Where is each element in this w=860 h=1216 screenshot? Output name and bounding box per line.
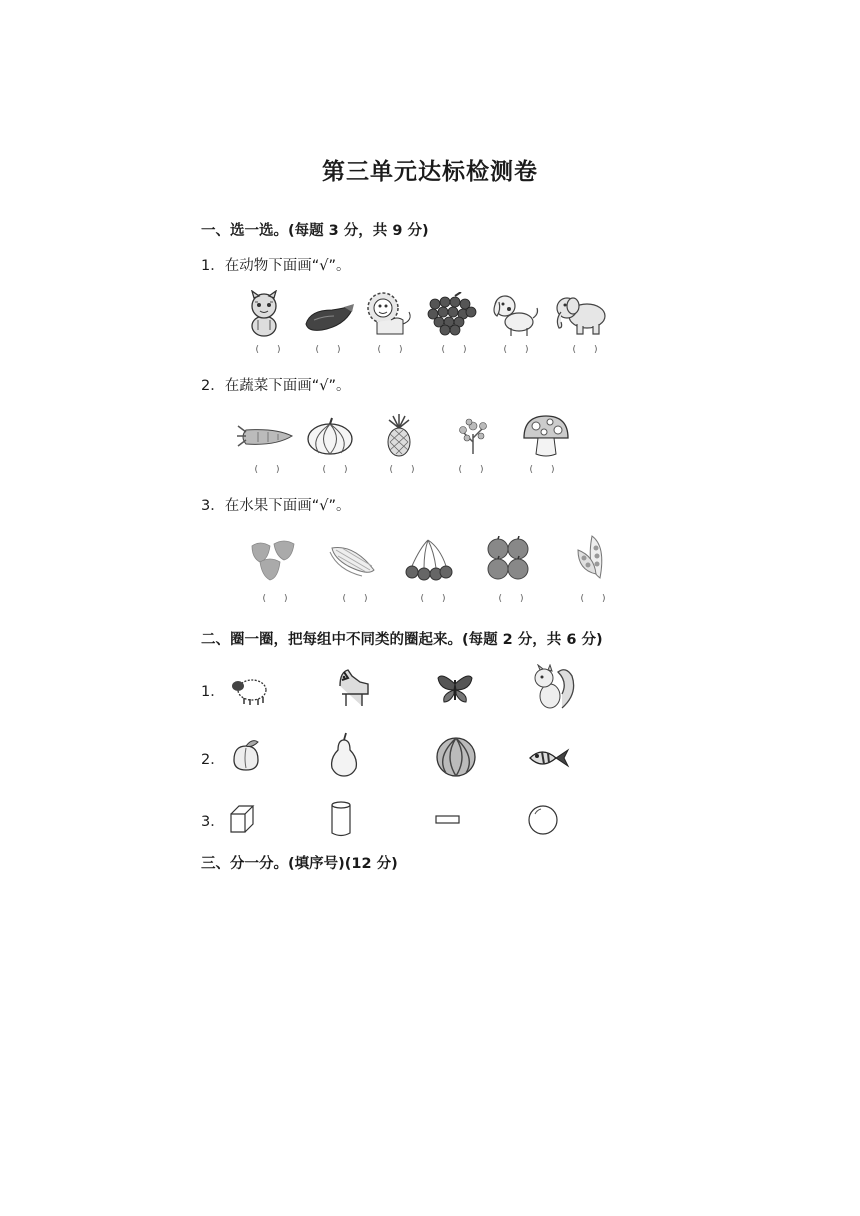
- sheep-icon[interactable]: [230, 674, 270, 706]
- peach-icon[interactable]: [230, 738, 262, 774]
- rectangle-icon[interactable]: [435, 814, 461, 826]
- flower-icon: [455, 418, 491, 456]
- question-1-3: 3．在水果下面画“√”。: [201, 498, 351, 514]
- answer-paren[interactable]: ( ): [572, 345, 598, 355]
- answer-paren[interactable]: ( ): [254, 465, 280, 475]
- answer-paren[interactable]: ( ): [322, 465, 348, 475]
- section-2-heading: 二、圈一圈，把每组中不同类的圈起来。(每题 2 分，共 6 分): [201, 632, 603, 648]
- cube-icon[interactable]: [229, 804, 255, 834]
- question-1-2: 2．在蔬菜下面画“√”。: [201, 378, 351, 394]
- answer-paren[interactable]: ( ): [315, 345, 341, 355]
- answer-paren[interactable]: ( ): [580, 594, 606, 604]
- corn-icon: [328, 540, 378, 580]
- sphere-icon[interactable]: [527, 804, 559, 836]
- answer-paren[interactable]: ( ): [389, 465, 415, 475]
- watermelon-icon[interactable]: [434, 736, 478, 778]
- cylinder-icon[interactable]: [329, 800, 353, 838]
- answer-paren[interactable]: ( ): [262, 594, 288, 604]
- answer-paren[interactable]: ( ): [377, 345, 403, 355]
- answer-paren[interactable]: ( ): [503, 345, 529, 355]
- horse-icon[interactable]: [332, 668, 372, 710]
- dog-icon: [489, 292, 541, 338]
- elephant-icon: [553, 292, 609, 336]
- eggplant-icon: [302, 302, 356, 334]
- row-number: 1．: [201, 684, 225, 700]
- answer-paren[interactable]: ( ): [342, 594, 368, 604]
- row-number: 3．: [201, 814, 225, 830]
- peas-icon: [572, 534, 612, 582]
- apples-icon: [483, 536, 533, 582]
- cherry-icon: [402, 538, 454, 582]
- carrot-icon: [236, 422, 296, 452]
- answer-paren[interactable]: ( ): [420, 594, 446, 604]
- lion-icon: [363, 290, 415, 338]
- pear-icon[interactable]: [328, 732, 360, 778]
- row-number: 2．: [201, 752, 225, 768]
- answer-paren[interactable]: ( ): [529, 465, 555, 475]
- answer-paren[interactable]: ( ): [498, 594, 524, 604]
- question-1-1: 1．在动物下面画“√”。: [201, 258, 351, 274]
- answer-paren[interactable]: ( ): [458, 465, 484, 475]
- answer-paren[interactable]: ( ): [441, 345, 467, 355]
- pineapple-icon: [383, 414, 415, 458]
- grapes-icon: [425, 292, 479, 336]
- butterfly-icon[interactable]: [436, 672, 474, 706]
- cat-icon: [238, 290, 290, 338]
- answer-paren[interactable]: ( ): [255, 345, 281, 355]
- fish-icon[interactable]: [526, 744, 570, 772]
- section-3-heading: 三、分一分。(填序号)(12 分): [201, 856, 398, 872]
- strawberry-icon: [246, 536, 304, 584]
- squirrel-icon[interactable]: [528, 664, 578, 712]
- pumpkin-icon: [305, 416, 355, 456]
- page-title: 第三单元达标检测卷: [322, 159, 538, 185]
- section-1-heading: 一、选一选。(每题 3 分，共 9 分): [201, 223, 429, 239]
- mushroom-icon: [520, 414, 572, 458]
